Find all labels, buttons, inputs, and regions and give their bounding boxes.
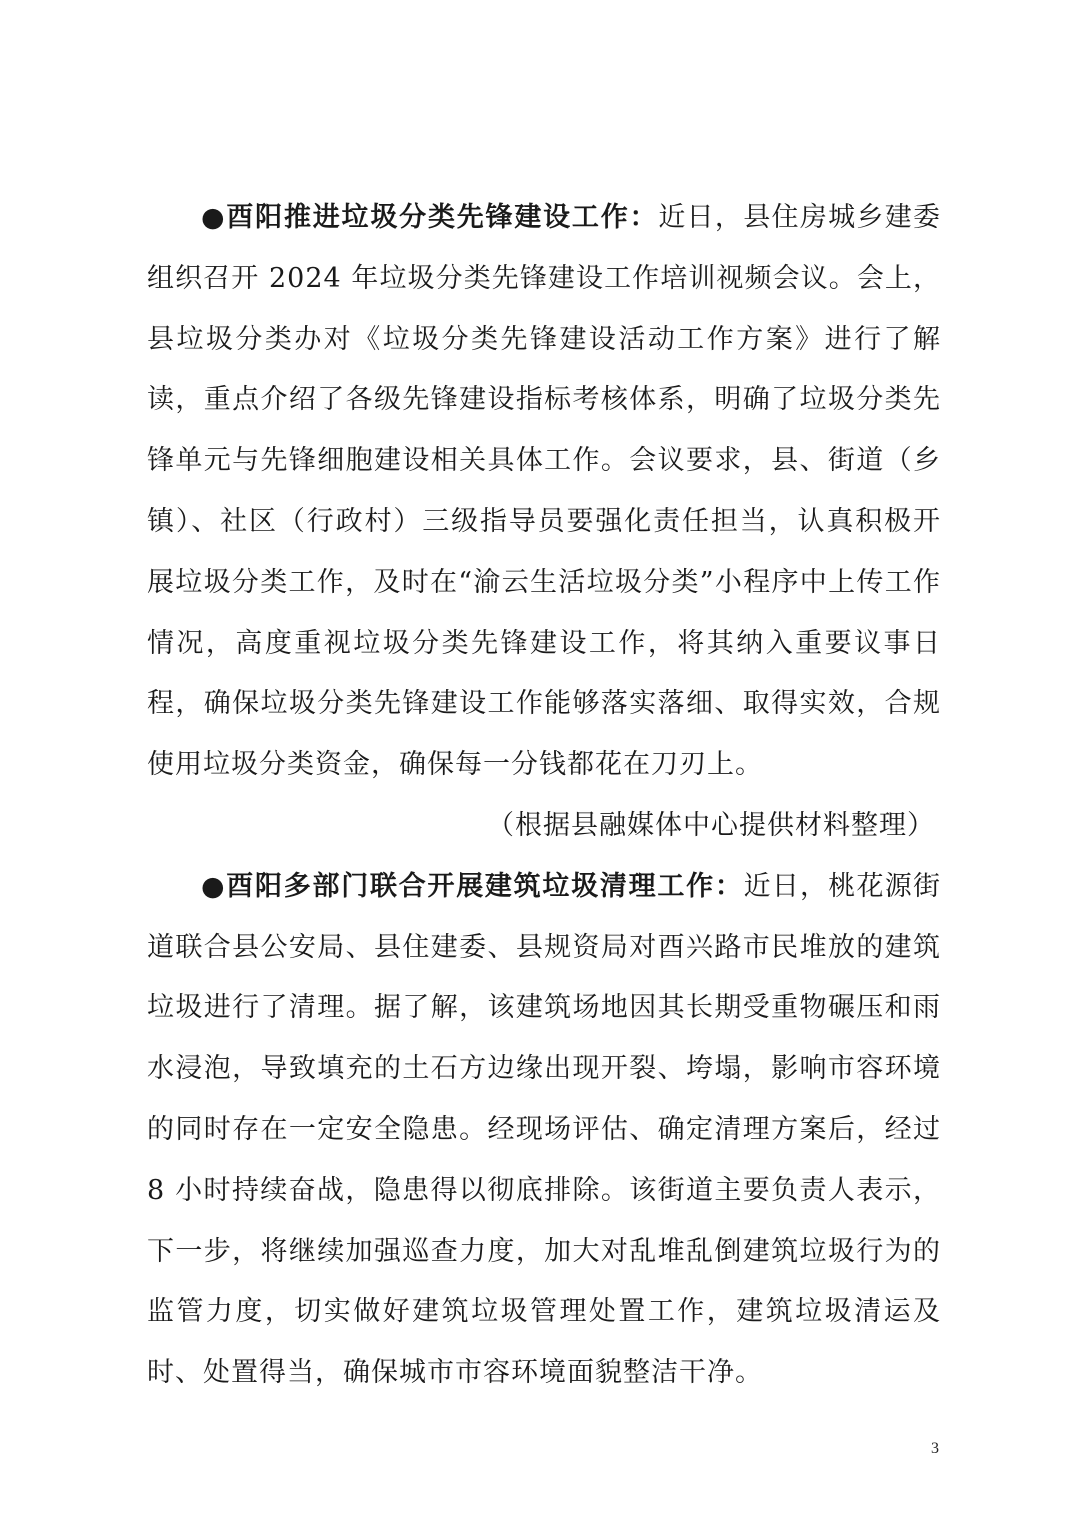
source-note: （根据县融媒体中心提供材料整理） [487,809,935,841]
article-heading-1: ●酉阳推进垃圾分类先锋建设工作： [201,202,659,233]
page-number: 3 [931,1440,939,1457]
article-paragraph-2 [147,857,941,1404]
article-body-1: 近日，县住房城乡建委组织召开 2024 年垃圾分类先锋建设工作培训视频会议。会上，县垃圾分类办对《垃圾分类先锋建设活动工作方案》进行了解读，重点介绍了各级先锋建设指标考核体系，明确了垃圾分类先锋单元与先锋细胞建设相关具体工作。会议要求，县、街道（乡镇）、社区（行政村）三级指导员要强化责任担当，认真积极开展垃圾分类工作，及时在“渝云生活垃圾分类”小程序中上传工作情况，高度重视垃圾分类先锋建设工作，将其纳入重要议事日程，确保垃圾分类先锋建设工作能够落实落细、取得实效，合规使用垃圾分类资金，确保每一分钱都花在刀刃上。 [147,202,942,781]
article-body-2: 近日，桃花源街道联合县公安局、县住建委、县规资局对酉兴路市民堆放的建筑垃圾进行了清理。据了解，该建筑场地因其长期受重物碾压和雨水浸泡，导致填充的土石方边缘出现开裂、垮塌，影响市容环境的同时存在一定安全隐患。经现场评估、确定清理方案后，经过 8 小时持续奋战，隐患得以彻底排除。该街道主要负责人表示，下一步，将继续加强巡查力度，加大对乱堆乱倒建筑垃圾行为的监管力度，切实做好建筑垃圾管理处置工作，建筑垃圾清运及时、处置得当，确保城市市容环境面貌整洁干净。 [147,870,942,1389]
article-heading-2: ●酉阳多部门联合开展建筑垃圾清理工作： [201,870,744,902]
page-content [147,188,941,1404]
article-paragraph-1 [147,188,941,796]
